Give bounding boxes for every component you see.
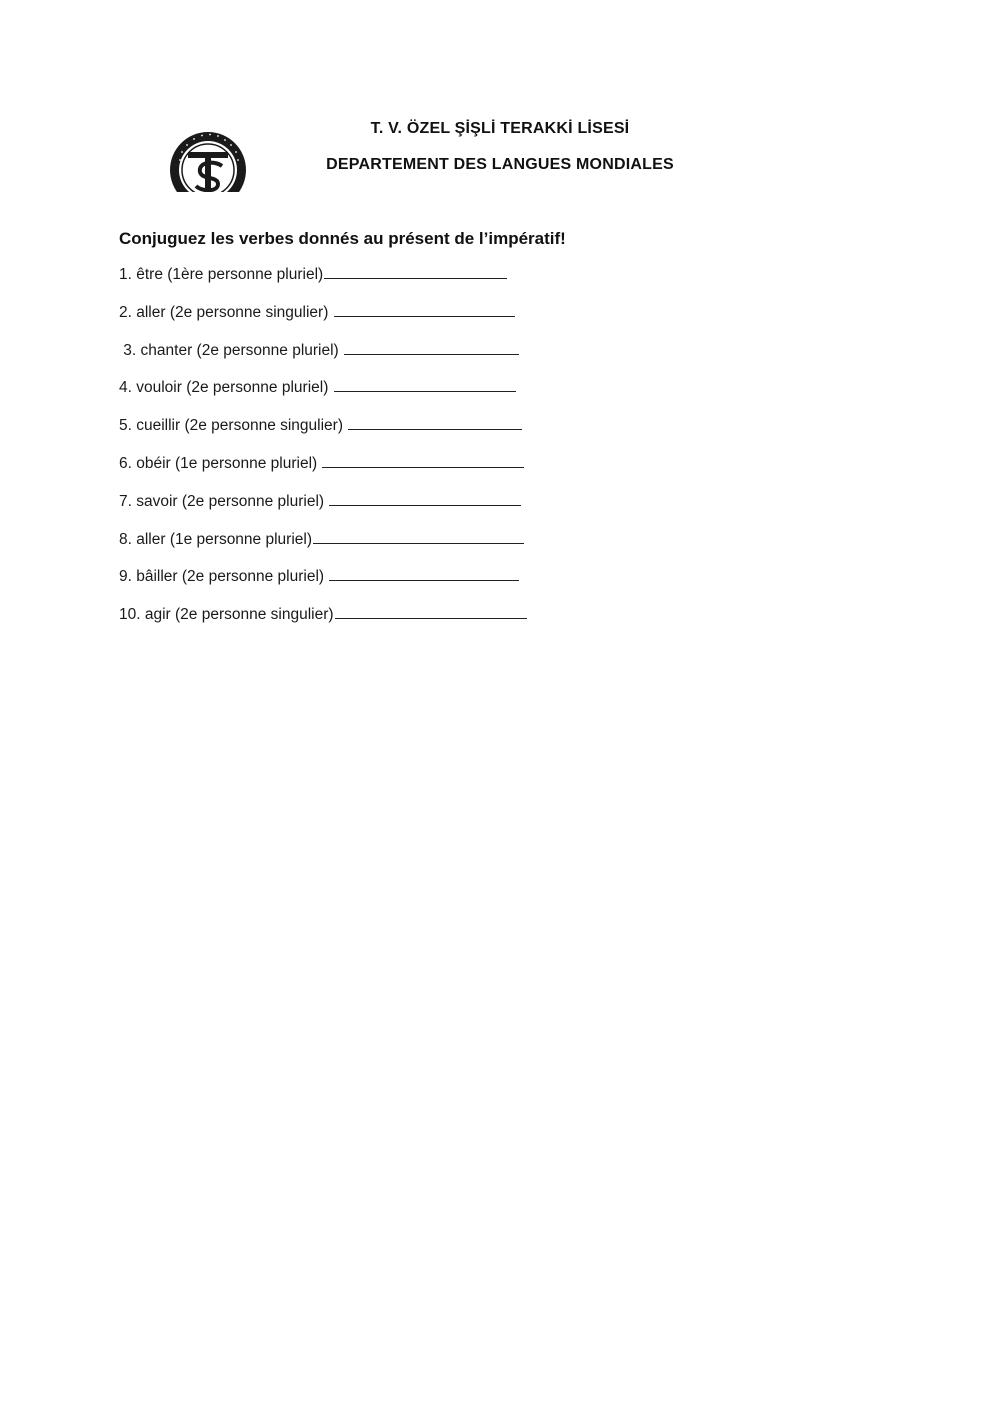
exercise-item — [119, 529, 527, 567]
exercise-item — [119, 377, 527, 415]
exercise-prompt: 7. savoir (2e personne pluriel) — [119, 492, 329, 510]
exercise-prompt: 8. aller (1e personne pluriel) — [119, 530, 312, 548]
answer-blank[interactable] — [324, 264, 507, 279]
answer-blank[interactable] — [344, 340, 519, 355]
answer-blank[interactable] — [313, 529, 524, 544]
exercise-prompt: 6. obéir (1e personne pluriel) — [119, 454, 322, 472]
answer-blank[interactable] — [334, 302, 515, 317]
exercise-prompt: 2. aller (2e personne singulier) — [119, 303, 333, 321]
answer-blank[interactable] — [329, 566, 519, 581]
exercise-item — [119, 302, 527, 340]
exercise-instruction: Conjuguez les verbes donnés au présent de l’impératif! — [119, 229, 566, 248]
answer-blank[interactable] — [329, 491, 521, 506]
exercise-prompt: 1. être (1ère personne pluriel) — [119, 266, 324, 283]
exercise-prompt: 10. agir (2e personne singulier) — [119, 606, 334, 624]
answer-blank[interactable] — [335, 604, 527, 619]
exercise-item — [119, 415, 527, 453]
answer-blank[interactable] — [348, 415, 522, 430]
school-name: T. V. ÖZEL ŞİŞLİ TERAKKİ LİSESİ — [370, 120, 630, 137]
exercise-item — [119, 264, 527, 302]
exercise-item — [119, 491, 527, 529]
exercise-item — [119, 453, 527, 491]
exercise-prompt: 3. chanter (2e personne pluriel) — [119, 341, 344, 359]
exercise-item — [119, 604, 527, 642]
answer-blank[interactable] — [334, 377, 516, 392]
exercise-item — [119, 340, 527, 378]
exercise-prompt: 5. cueillir (2e personne singulier) — [119, 417, 348, 435]
department-name: DEPARTEMENT DES LANGUES MONDIALES — [326, 156, 674, 173]
exercise-prompt: 9. bâiller (2e personne pluriel) — [119, 568, 329, 586]
exercise-prompt: 4. vouloir (2e personne pluriel) — [119, 379, 333, 397]
answer-blank[interactable] — [322, 453, 524, 468]
exercise-list — [119, 264, 527, 642]
exercise-item — [119, 566, 527, 604]
